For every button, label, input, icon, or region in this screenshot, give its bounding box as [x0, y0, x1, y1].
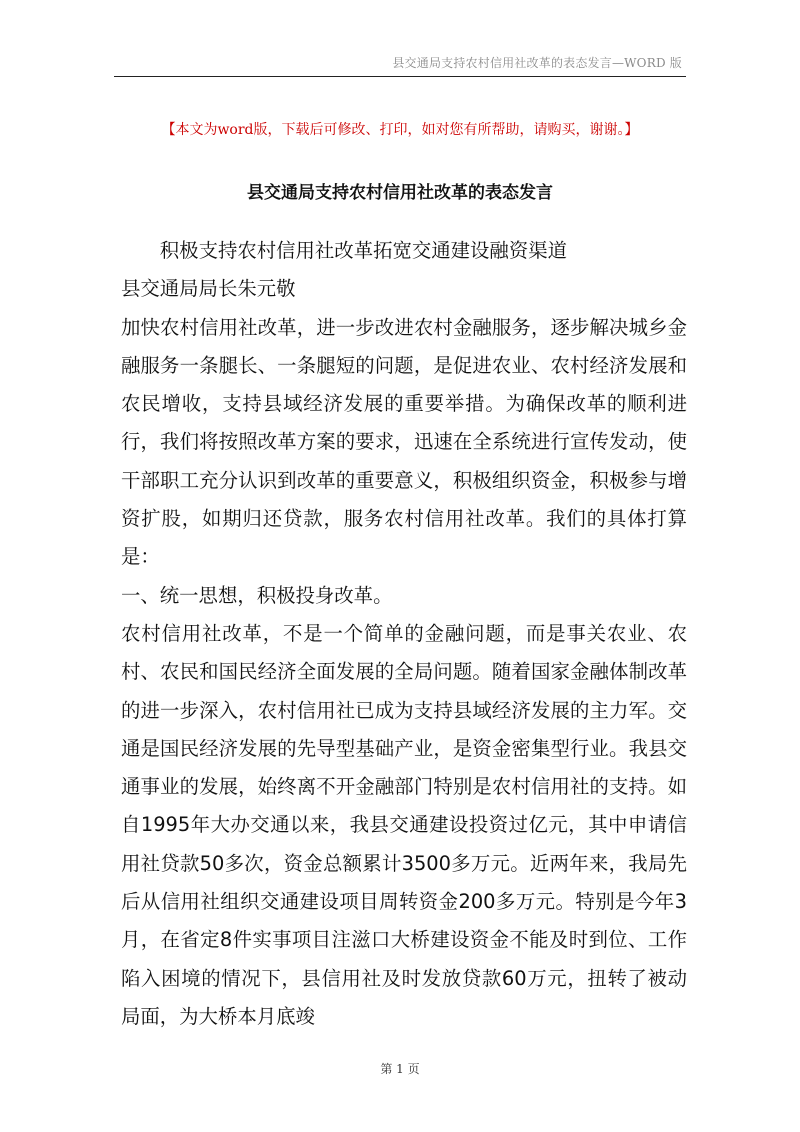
running-header: 县交通局支持农村信用社改革的表态发言—WORD 版: [392, 56, 682, 70]
document-title: 县交通局支持农村信用社改革的表态发言: [247, 183, 553, 203]
purchase-notice: 【本文为word版，下载后可修改、打印，如对您有所帮助，请购买，谢谢。】: [161, 122, 639, 138]
intro-paragraph: 加快农村信用社改革，进一步改进农村金融服务，逐步解决城乡金融服务一条腿长、一条腿短的问题，是促进农业、农村经济发展和农民增收，支持县域经济发展的重要举措。为确保改革的顺利进行，我们将按照改革方案的要求，迅速在全系统进行宣传发动，使干部职工充分认识到改革的重要意义，积极组织资金，积极参与增资扩股，如期归还贷款，服务农村信用社改革。我们的具体打算是：: [121, 315, 687, 569]
page-number: 第 1 页: [380, 1062, 420, 1076]
document-body: [121, 232, 687, 1036]
subtitle-paragraph: 积极支持农村信用社改革拓宽交通建设融资渠道: [159, 239, 567, 262]
body-paragraph: 农村信用社改革，不是一个简单的金融问题，而是事关农业、农村、农民和国民经济全面发展的全局问题。随着国家金融体制改革的进一步深入，农村信用社已成为支持县域经济发展的主力军。交通是国民经济发展的先导型基础产业，是资金密集型行业。我县交通事业的发展，始终离不开金融部门特别是农村信用社的支持。如自1995年大办交通以来，我县交通建设投资过亿元，其中申请信用社贷款50多次，资金总额累计3500多万元。近两年来，我局先后从信用社组织交通建设项目周转资金200多万元。特别是今年3月，在省定8件实事项目注滋口大桥建设资金不能及时到位、工作陷入困境的情况下，县信用社及时发放贷款60万元，扭转了被动局面，为大桥本月底竣: [121, 621, 687, 1028]
section-heading: 一、统一思想，积极投身改革。: [121, 583, 393, 607]
header-divider: [114, 76, 686, 77]
author-line: 县交通局局长朱元敬: [121, 277, 296, 301]
